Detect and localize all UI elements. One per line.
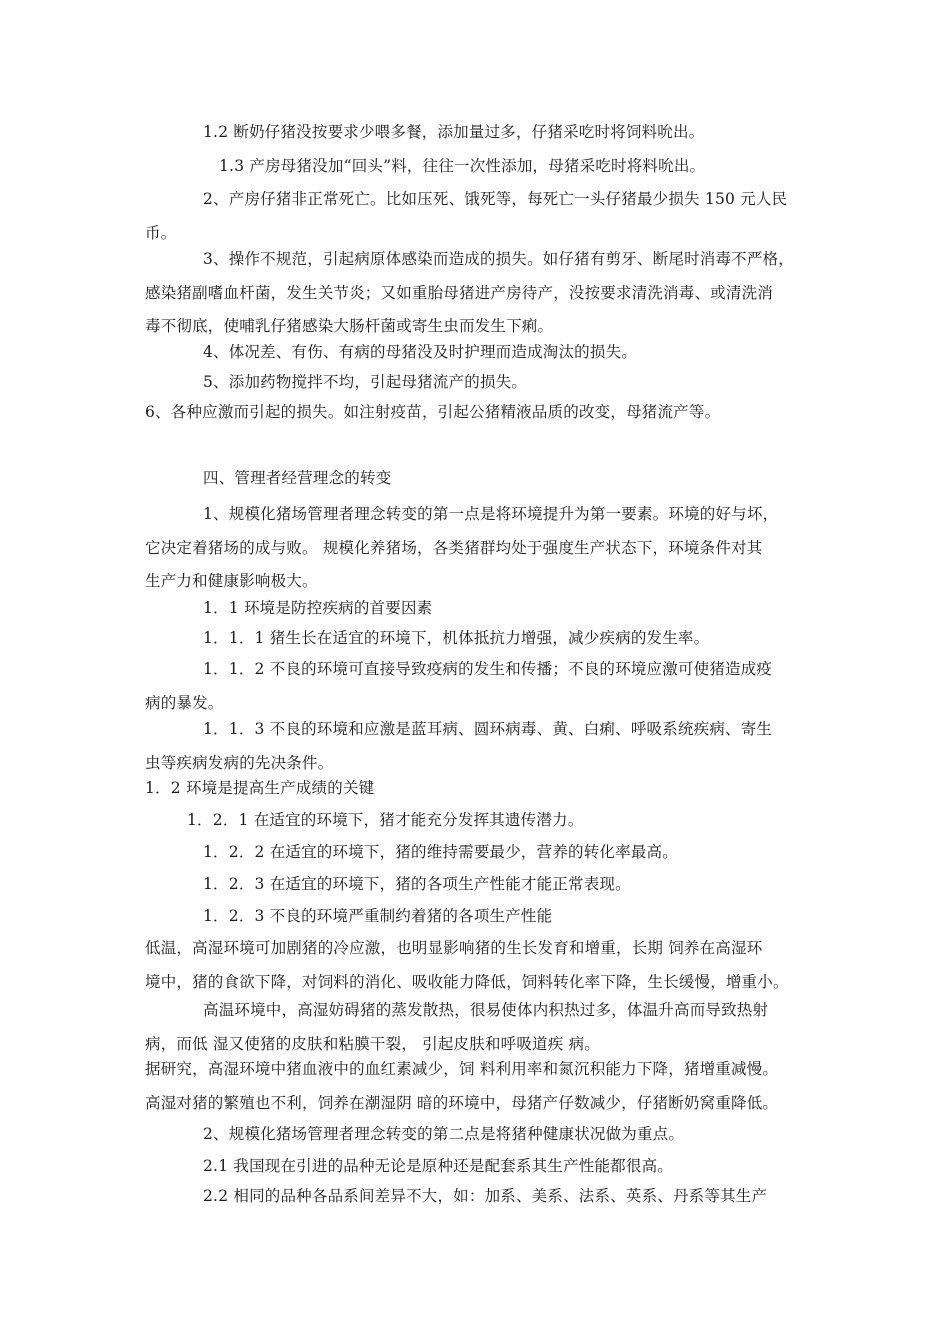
- text-line: 感染猪副嗜血杆菌，发生关节炎；又如重胎母猪进产房待产，没按要求清洗消毒、或清洗消: [145, 283, 774, 302]
- text-line: 5、添加药物搅拌不均，引起母猪流产的损失。: [203, 373, 528, 391]
- paragraph-1-2: [203, 116, 704, 150]
- text-line: 1．1．1 猪生长在适宜的环境下，机体抵抗力增强，减少疾病的发生率。: [203, 629, 710, 647]
- text-line: 1．2．1 在适宜的环境下，猪才能充分发挥其遗传潜力。: [187, 811, 584, 829]
- paragraph-2: [145, 183, 787, 250]
- text-line: 1.3 产房母猪没加“回头”料，往往一次性添加，母猪采吃时将料吮出。: [219, 157, 706, 175]
- text-line: 1．1．2 不良的环境可直接导致疫病的发生和传播；不良的环境应激可使猪造成疫: [203, 660, 773, 678]
- text-line: 病的暴发。: [145, 693, 224, 712]
- paragraph-1-3: [219, 150, 705, 184]
- paragraph-5: [203, 366, 527, 400]
- text-line: 1．2．2 在适宜的环境下，猪的维持需要最少，营养的转化率最高。: [203, 843, 678, 861]
- paragraph-low-temp: [145, 932, 789, 999]
- paragraph-1-1-2: [145, 653, 772, 720]
- paragraph-6: [145, 396, 720, 430]
- paragraph-2-heading: [203, 1118, 684, 1152]
- paragraph-1-2-heading: [145, 772, 374, 806]
- section-heading: [203, 462, 391, 496]
- text-line: 3、操作不规范，引起病原体感染而造成的损失。如仔猪有剪牙、断尾时消毒不严格，: [203, 250, 794, 268]
- paragraph-4: [203, 336, 637, 370]
- text-line: 它决定着猪场的成与败。 规模化养猪场，各类猪群均处于强度生产状态下，环境条件对其: [145, 538, 763, 557]
- paragraph-research: [145, 1053, 778, 1120]
- text-line: 1．1．3 不良的环境和应激是蓝耳病、圆环病毒、黄、白痢、呼吸系统疾病、寄生: [203, 720, 773, 738]
- paragraph-2-2: [203, 1180, 767, 1214]
- text-line: 高温环境中，高湿妨碍猪的蒸发散热，很易使体内积热过多，体温升高而导致热射: [203, 1001, 769, 1019]
- text-line: 币。: [145, 223, 177, 242]
- text-line: 1、规模化猪场管理者理念转变的第一点是将环境提升为第一要素。环境的好与坏，: [203, 505, 779, 523]
- paragraph-high-temp: [145, 994, 768, 1061]
- text-line: 4、体况差、有伤、有病的母猪没及时护理而造成淘汰的损失。: [203, 343, 637, 361]
- text-line: 低温，高湿环境可加剧猪的冷应激，也明显影响猪的生长发育和增重，长期 饲养在高湿环: [145, 939, 763, 957]
- text-line: 四、管理者经营理念的转变: [203, 469, 392, 487]
- text-line: 6、各种应激而引起的损失。如注射疫苗，引起公猪精液品质的改变，母猪流产等。: [145, 403, 721, 421]
- text-line: 1.2 断奶仔猪没按要求少喂多餐，添加量过多，仔猪采吃时将饲料吮出。: [203, 123, 705, 141]
- paragraph-env-1: [145, 498, 778, 599]
- text-line: 毒不彻底，使哺乳仔猪感染大肠杆菌或寄生虫而发生下痢。: [145, 317, 554, 335]
- paragraph-1-2-3a: [203, 868, 631, 902]
- paragraph-3: [145, 243, 794, 344]
- text-line: 病，而低 湿又使猪的皮肤和粘膜干裂， 引起皮肤和呼吸道疾 病。: [145, 1034, 600, 1053]
- text-line: 2.2 相同的品种各品系间差异不大，如：加系、美系、法系、英系、丹系等其生产: [203, 1187, 768, 1205]
- paragraph-1-2-1: [187, 804, 583, 838]
- text-line: 高湿对猪的繁殖也不利，饲养在潮湿阴 暗的环境中，母猪产仔数减少，仔猪断奶窝重降低。: [145, 1093, 779, 1112]
- paragraph-1-2-3b: [203, 900, 552, 934]
- text-line: 1．2．3 在适宜的环境下，猪的各项生产性能才能正常表现。: [203, 875, 631, 893]
- paragraph-1-2-2: [203, 836, 678, 870]
- text-line: 2、规模化猪场管理者理念转变的第二点是将猪种健康状况做为重点。: [203, 1125, 685, 1143]
- text-line: 1．1 环境是防控疾病的首要因素: [203, 599, 433, 617]
- text-line: 1．2．3 不良的环境严重制约着猪的各项生产性能: [203, 907, 553, 925]
- text-line: 1．2 环境是提高生产成绩的关键: [145, 779, 375, 797]
- text-line: 2.1 我国现在引进的品种无论是原种还是配套系其生产性能都很高。: [203, 1157, 673, 1175]
- text-line: 2、产房仔猪非正常死亡。比如压死、饿死等，每死亡一头仔猪最少损失 150 元人民: [203, 190, 788, 208]
- paragraph-1-1-1: [203, 622, 709, 656]
- text-line: 生产力和健康影响极大。: [145, 572, 318, 590]
- text-line: 虫等疾病发病的先决条件。: [145, 753, 334, 772]
- text-line: 境中，猪的食欲下降，对饲料的消化、吸收能力降低，饲料转化率下降，生长缓慢，增重小。: [145, 972, 789, 991]
- paragraph-1-1: [203, 592, 432, 626]
- paragraph-2-1: [203, 1150, 673, 1184]
- text-line: 据研究，高湿环境中猪血液中的血红素减少，饲 料利用率和氮沉积能力下降，猪增重减慢。: [145, 1060, 779, 1078]
- paragraph-1-1-3: [145, 713, 772, 780]
